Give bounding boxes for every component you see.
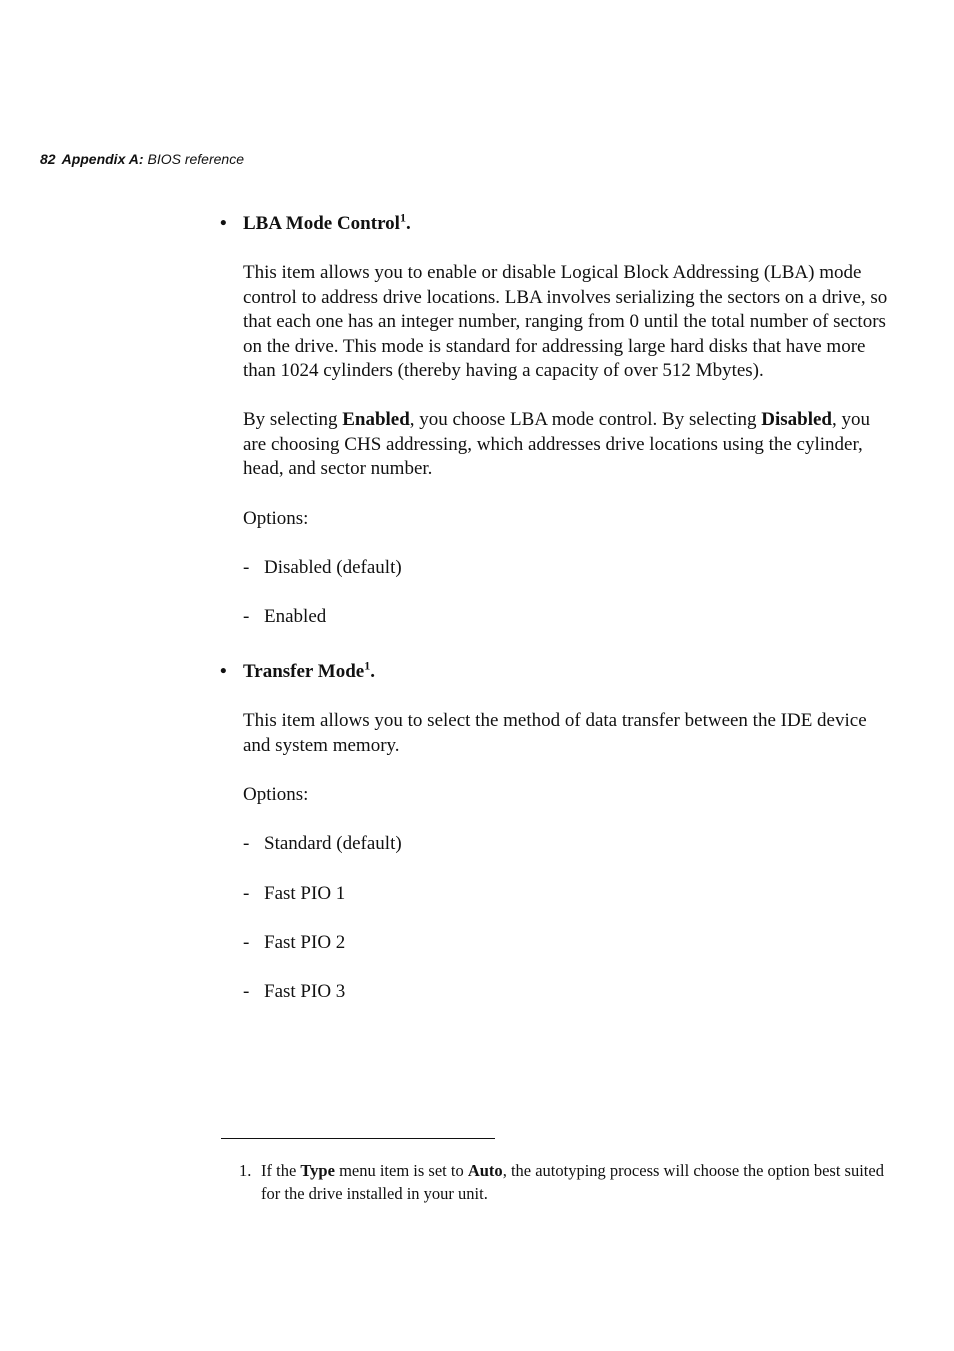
- footnote-separator: [221, 1138, 495, 1139]
- lba-title: LBA Mode Control: [243, 213, 400, 234]
- lba-selection-text: By selecting Enabled, you choose LBA mode control. By selecting Disabled, you are choosing CHS addressing, which addresses drive locations using the cylinder, head, and sector number.: [243, 409, 870, 480]
- option-item: - Standard (default): [243, 833, 402, 854]
- footnote-ref: 1: [364, 658, 371, 673]
- section-label: Appendix A:: [61, 151, 144, 167]
- option-item: - Fast PIO 2: [243, 932, 346, 953]
- type-term: Type: [300, 1161, 335, 1180]
- option-item: - Enabled: [243, 606, 327, 627]
- section-title: BIOS reference: [147, 151, 244, 167]
- auto-term: Auto: [467, 1161, 503, 1180]
- transfer-title: Transfer Mode: [243, 661, 365, 682]
- footnote: [239, 1159, 889, 1205]
- lba-options-label: Options:: [243, 508, 309, 529]
- footnote-ref: 1: [399, 210, 406, 225]
- lba-heading: • LBA Mode Control$^1$.: [220, 212, 411, 237]
- transfer-heading: • Transfer Mode$^1$.: [220, 660, 375, 685]
- option-item: - Fast PIO 1: [243, 883, 346, 904]
- transfer-options-label: Options:: [243, 784, 309, 805]
- page-number: 82: [40, 151, 56, 167]
- transfer-description: This item allows you to select the method of data transfer between the IDE device and system memory.: [243, 710, 867, 756]
- enabled-term: Enabled: [342, 409, 410, 430]
- lba-description: This item allows you to enable or disable Logical Block Addressing (LBA) mode control to address drive locations. LBA involves serializing the sectors on a drive, so that each one has an integer number, ranging from 0 until the total number of sectors on the drive. This mode is standard for addressing large hard disks that have more than 1024 cylinders (thereby having a capacity of over 512 Mbytes).: [243, 262, 888, 382]
- bullet: •: [220, 213, 227, 234]
- running-header: [40, 151, 244, 167]
- disabled-term: Disabled: [761, 409, 832, 430]
- footnote-number: 1.: [239, 1161, 252, 1180]
- footnote-text: If the Type menu item is set to Auto, the autotyping process will choose the option best suited for the drive installed in your unit.: [261, 1161, 884, 1203]
- option-item: - Disabled (default): [243, 557, 402, 578]
- option-item: - Fast PIO 3: [243, 981, 346, 1002]
- bullet: •: [220, 661, 227, 682]
